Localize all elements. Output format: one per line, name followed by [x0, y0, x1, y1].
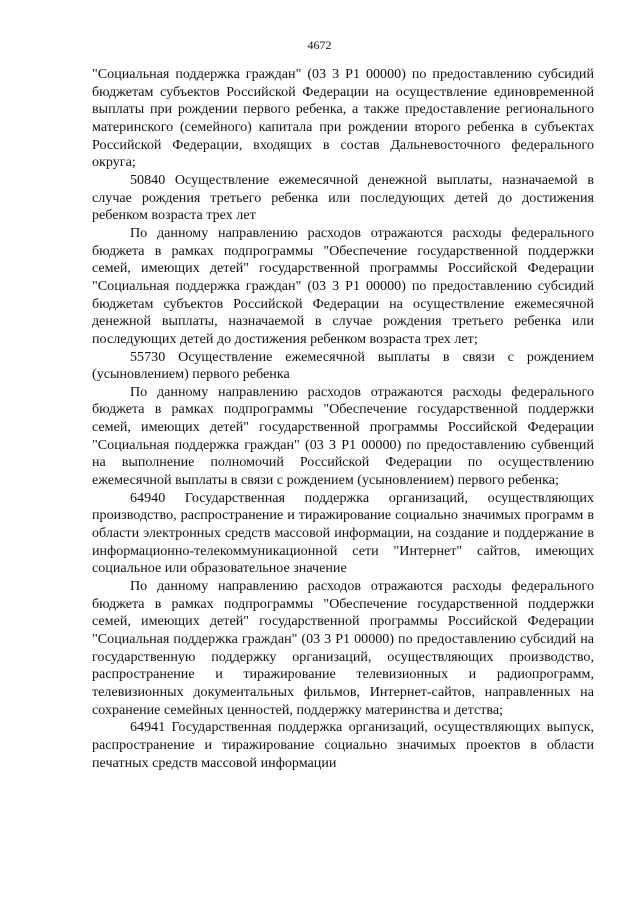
paragraph-item-55730-heading: 55730 Осуществление ежемесячной выплаты в связи с рождением (усыновлением) первого ребенка	[92, 348, 594, 383]
paragraph-item-64940-heading: 64940 Государственная поддержка организаций, осуществляющих производство, распространение и тиражирование социально значимых программ в области электронных средств массовой информации, на создание и поддержание в информационно-телекоммуникационной сети "Интернет" сайтов, имеющих социальное или образовательное значение	[92, 489, 594, 577]
page-number: 4672	[307, 38, 332, 52]
paragraph-item-64940-description: По данному направлению расходов отражаются расходы федерального бюджета в рамках подпрограммы "Обеспечение государственной поддержки семей, имеющих детей" государственной программы Российской Федерации "Социальная поддержка граждан" (03 3 Р1 00000) по предоставлению субсидий на государственную поддержку организаций, осуществляющих производство, распространение и тиражирование телевизионных и радиопрограмм, телевизионных документальных фильмов, Интернет-сайтов, направленных на сохранение семейных ценностей, поддержку материнства и детства;	[92, 578, 594, 718]
document-body	[92, 66, 594, 772]
paragraph-item-64941-heading: 64941 Государственная поддержка организаций, осуществляющих выпуск, распространение и тиражирование социально значимых проектов в области печатных средств массовой информации	[92, 719, 594, 771]
paragraph-continuation: "Социальная поддержка граждан" (03 3 Р1 00000) по предоставлению субсидий бюджетам субъектов Российской Федерации на осуществление единовременной выплаты при рождении первого ребенка, а также предоставление регионального материнского (семейного) капитала при рождении второго ребенка в субъектах Российской Федерации, входящих в состав Дальневосточного федерального округа;	[92, 66, 594, 171]
paragraph-item-50840-description: По данному направлению расходов отражаются расходы федерального бюджета в рамках подпрограммы "Обеспечение государственной поддержки семей, имеющих детей" государственной программы Российской Федерации "Социальная поддержка граждан" (03 3 Р1 00000) по предоставлению субсидий бюджетам субъектов Российской Федерации на осуществление ежемесячной денежной выплаты, назначаемой в случае рождения третьего ребенка или последующих детей до достижения ребенком возраста трех лет;	[92, 224, 594, 347]
paragraph-item-50840-heading: 50840 Осуществление ежемесячной денежной выплаты, назначаемой в случае рождения третьего ребенка или последующих детей до достижения ребенком возраста трех лет	[92, 171, 594, 224]
paragraph-item-55730-description: По данному направлению расходов отражаются расходы федерального бюджета в рамках подпрограммы "Обеспечение государственной поддержки семей, имеющих детей" государственной программы Российской Федерации "Социальная поддержка граждан" (03 3 Р1 00000) по предоставлению субвенций на выполнение полномочий Российской Федерации по осуществлению ежемесячной выплаты в связи с рождением (усыновлением) первого ребенка;	[92, 383, 594, 489]
